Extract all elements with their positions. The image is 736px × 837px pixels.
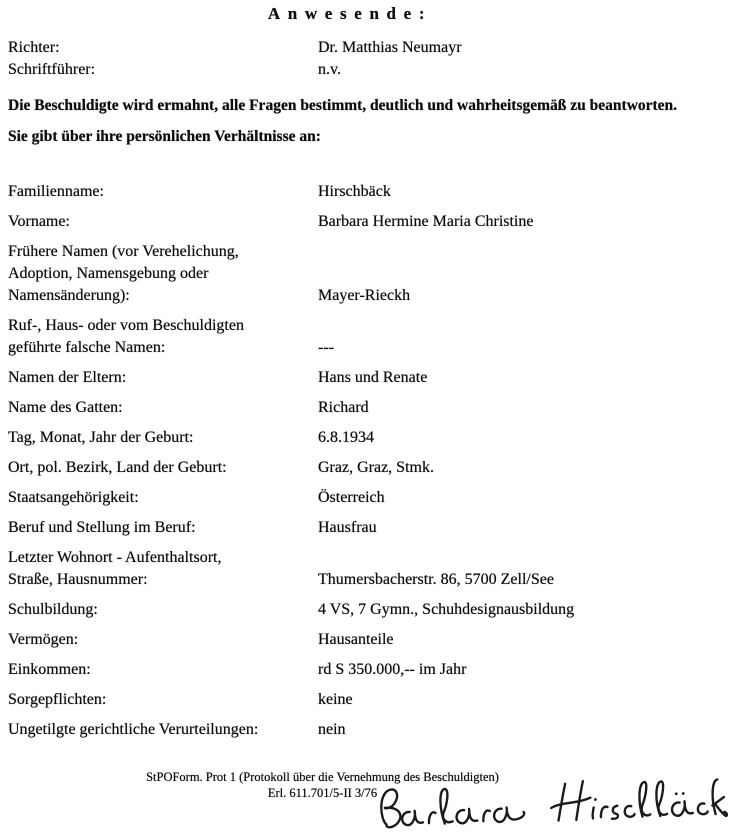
field-value: --- [318,339,334,356]
field-label-line: Familienname: [8,183,104,200]
field-label-line: Beruf und Stellung im Beruf: [8,519,196,536]
field-value: keine [318,691,353,708]
field-label [8,547,318,591]
statement-intro-paragraph: Sie gibt über ihre persönlichen Verhältnisse an: [8,128,321,145]
field-row-geburtsdatum [8,427,732,449]
field-value: Graz, Graz, Stmk. [318,459,434,476]
field-label-line: Namensänderung): [8,287,130,304]
field-label [8,315,318,359]
field-value: Hirschbäck [318,183,391,200]
field-label [8,241,318,307]
admonition-paragraph: Die Beschuldigte wird ermahnt, alle Fragen bestimmt, deutlich und wahrheitsgemäß zu beantworten. [8,97,678,114]
field-value: nein [318,721,346,738]
attendee-row-richter [8,37,736,59]
field-row-wohnort [8,547,732,591]
field-label-line: Staatsangehörigkeit: [8,489,139,506]
field-row-einkommen [8,659,732,681]
personal-data-form [8,181,732,741]
field-row-beruf [8,517,732,539]
field-row-vermoegen [8,629,732,651]
field-row-sorgepflichten [8,689,732,711]
field-row-vorname [8,211,732,233]
form-footer-line1: StPOForm. Prot 1 (Protokoll über die Vernehmung des Beschuldigten) [146,770,499,784]
field-label [8,397,318,419]
field-row-familienname [8,181,732,203]
field-label [8,181,318,203]
field-label-line: Ungetilgte gerichtliche Verurteilungen: [8,721,259,738]
field-row-staatsangehoerigkeit [8,487,732,509]
field-label [8,629,318,651]
field-row-geburtsort [8,457,732,479]
field-label [8,719,318,741]
field-label [8,599,318,621]
field-value: Barbara Hermine Maria Christine [318,213,534,230]
field-label-line: Sorgepflichten: [8,691,107,708]
field-label-line: Ort, pol. Bezirk, Land der Geburt: [8,459,227,476]
field-label [8,659,318,681]
field-label [8,427,318,449]
field-label-line: Tag, Monat, Jahr der Geburt: [8,429,194,446]
field-label [8,367,318,389]
field-label-line: Schulbildung: [8,601,98,618]
field-label [8,689,318,711]
field-label-line: Name des Gatten: [8,399,123,416]
field-label [8,457,318,479]
field-value: Hausanteile [318,631,394,648]
field-label-line: Straße, Hausnummer: [8,571,148,588]
field-label-line: Ruf-, Haus- oder vom Beschuldigten [8,317,244,334]
field-label-line: Vermögen: [8,631,79,648]
field-label-line: Letzter Wohnort - Aufenthaltsort, [8,549,222,566]
field-row-schulbildung [8,599,732,621]
field-row-falsche-namen [8,315,732,359]
attendee-value: n.v. [318,61,341,78]
field-label [8,517,318,539]
field-value: Thumersbacherstr. 86, 5700 Zell/See [318,571,554,588]
field-label-line: Adoption, Namensgebung oder [8,265,209,282]
field-value: Hausfrau [318,519,377,536]
field-label-line: Vorname: [8,213,70,230]
field-label [8,487,318,509]
attendee-value: Dr. Matthias Neumayr [318,39,462,56]
field-value: 4 VS, 7 Gymn., Schuhdesignausbildung [318,601,575,618]
field-label-line: geführte falsche Namen: [8,339,166,356]
attendee-label: Richter: [8,39,60,56]
field-value: Österreich [318,489,385,506]
field-value: Mayer-Rieckh [318,287,411,304]
signature-svg [371,768,733,837]
field-row-eltern [8,367,732,389]
attendee-row-schriftfuehrer [8,59,736,81]
field-value: 6.8.1934 [318,429,374,446]
field-row-fruehere-namen [8,241,732,307]
field-value: rd S 350.000,-- im Jahr [318,661,467,678]
signature-handwriting [371,768,733,837]
field-value: Hans und Renate [318,369,428,386]
field-label-line: Einkommen: [8,661,91,678]
attendees-section [8,37,736,81]
field-value: Richard [318,399,369,416]
attendee-label: Schriftführer: [8,61,96,78]
field-label-line: Frühere Namen (vor Verehelichung, [8,243,239,260]
form-footer-line2: Erl. 611.701/5-II 3/76 [267,786,378,800]
field-row-verurteilungen [8,719,732,741]
field-label [8,211,318,233]
page-title: Anwesende: [267,4,433,23]
field-label-line: Namen der Eltern: [8,369,127,386]
field-row-gatte [8,397,732,419]
